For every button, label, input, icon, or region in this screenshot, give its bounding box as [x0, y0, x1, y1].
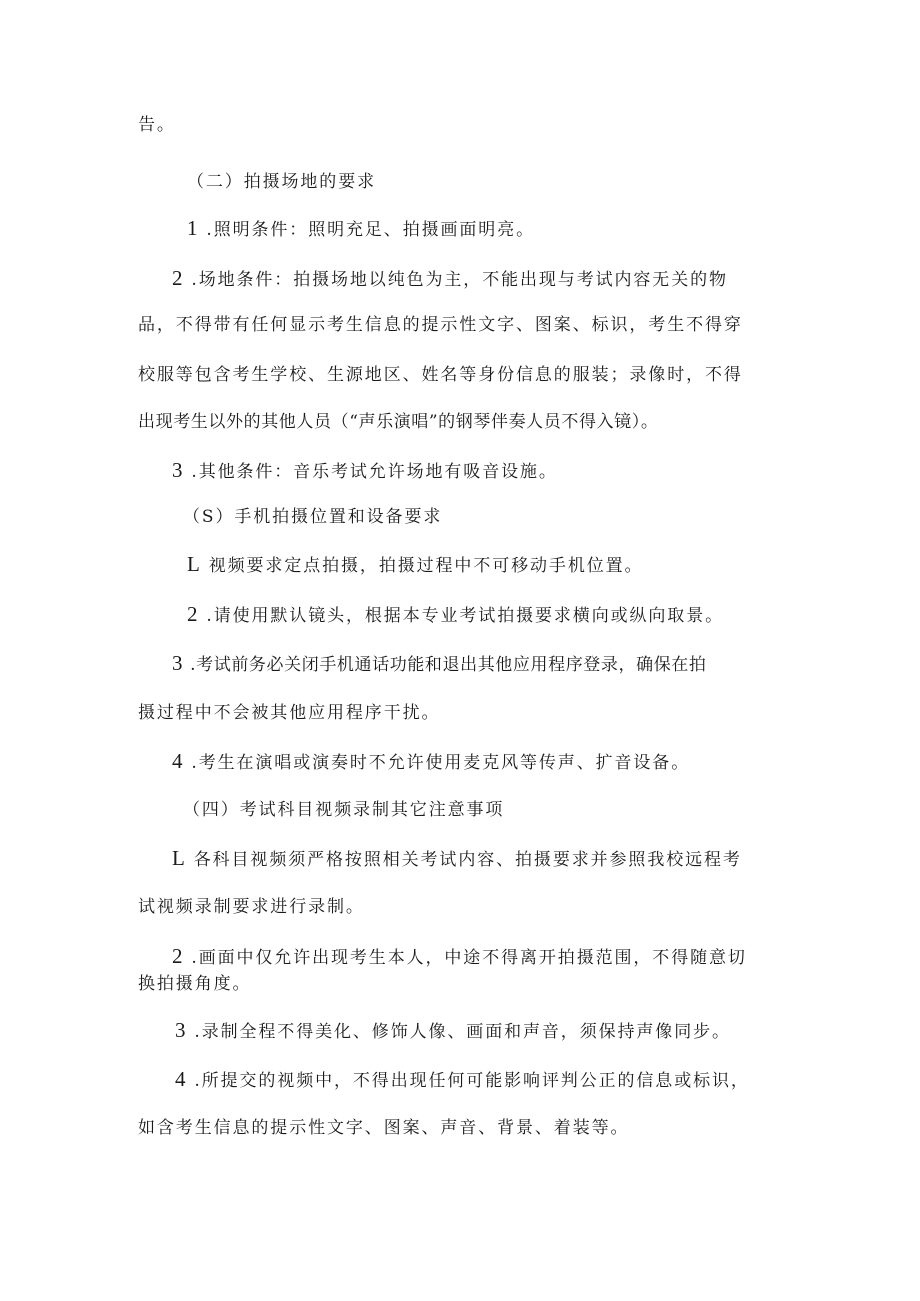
paragraph-line: 告。 [138, 115, 176, 135]
paragraph-line: 出现考生以外的其他人员（“声乐演唱”的钢琴伴奏人员不得入镜）。 [138, 412, 659, 432]
list-item-1: 1 .照明条件：照明充足、拍摄画面明亮。 [187, 216, 536, 240]
list-item-2: 2 .画面中仅允许出现考生本人，中途不得离开拍摄范围，不得随意切 [172, 944, 747, 968]
list-item-3: 3 .录制全程不得美化、修饰人像、画面和声音，须保持声像同步。 [175, 1018, 731, 1042]
section-heading-2: （二）拍摄场地的要求 [187, 172, 376, 192]
list-item-3: 3 .考试前务必关闭手机通话功能和退出其他应用程序登录，确保在拍 [172, 651, 707, 675]
paragraph-line: 校服等包含考生学校、生源地区、姓名等身份信息的服装；录像时，不得 [138, 365, 743, 385]
paragraph-line: 试视频录制要求进行录制。 [138, 897, 365, 917]
list-item-2: 2 .场地条件：拍摄场地以纯色为主，不能出现与考试内容无关的物 [172, 266, 728, 290]
list-item-1: L 视频要求定点拍摄，拍摄过程中不可移动手机位置。 [187, 552, 644, 576]
section-heading-4: （四）考试科目视频录制其它注意事项 [183, 800, 505, 820]
section-heading-3: （S）手机拍摄位置和设备要求 [183, 507, 443, 527]
list-item-2: 2 .请使用默认镜头，根据本专业考试拍摄要求横向或纵向取景。 [187, 602, 725, 626]
paragraph-line: 换拍摄角度。 [138, 974, 252, 994]
list-item-4: 4 .考生在演唱或演奏时不允许使用麦克风等传声、扩音设备。 [172, 749, 691, 773]
list-item-3: 3 .其他条件：音乐考试允许场地有吸音设施。 [172, 458, 558, 482]
list-item-1: L 各科目视频须严格按照相关考试内容、拍摄要求并参照我校远程考 [172, 846, 742, 870]
paragraph-line: 品，不得带有任何显示考生信息的提示性文字、图案、标识，考生不得穿 [138, 315, 743, 335]
paragraph-line: 如含考生信息的提示性文字、图案、声音、背景、着装等。 [138, 1118, 630, 1138]
paragraph-line: 摄过程中不会被其他应用程序干扰。 [138, 703, 441, 723]
list-item-4: 4 .所提交的视频中，不得出现任何可能影响评判公正的信息或标识， [175, 1067, 750, 1091]
